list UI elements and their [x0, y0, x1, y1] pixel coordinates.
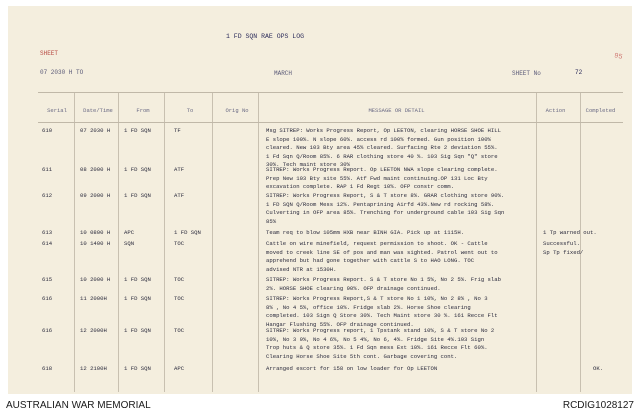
action-cell: [543, 240, 583, 257]
datetime-cell: 11 2000H: [80, 295, 107, 302]
from-cell: SQN: [124, 240, 135, 247]
action-line: Sp Tp fixed/: [543, 248, 584, 256]
completed-cell: OK.: [593, 365, 604, 372]
column-divider: [212, 92, 213, 392]
column-header: Orig No: [225, 107, 249, 114]
column-header: Serial: [47, 107, 67, 114]
message-line: apprehend but had gone together with cattle S to HAO LONG. TOC: [266, 257, 475, 264]
column-header: From: [136, 107, 150, 114]
message-cell: [266, 295, 536, 329]
message-cell: [266, 240, 536, 274]
message-line: 1 FD SQN Q/Room Mess 12%. Pentaprining Airfd 43%.New rd rocking 58%.: [266, 200, 495, 208]
message-cell: [266, 229, 536, 238]
message-line: Clearing Horse Shoe Site 5th cont. Garbage covering cont.: [266, 352, 458, 360]
from-cell: 1 FD SQN: [124, 276, 151, 283]
datetime-cell: 10 1400 H: [80, 240, 111, 247]
message-line: 10%, No 3 9%, No 4 6%, No 5 4%, No 6, 4%. Fridge Site 4%.103 Sign: [266, 335, 485, 343]
action-cell: [543, 229, 597, 238]
to-cell: TF: [174, 127, 181, 134]
serial-cell: 612: [42, 192, 53, 199]
from-cell: 1 FD SQN: [124, 127, 151, 134]
serial-cell: 613: [42, 229, 53, 236]
message-cell: [266, 127, 536, 170]
action-line: Successful.: [543, 240, 580, 247]
message-line: advised NTR at 1530H.: [266, 265, 337, 273]
from-cell: 1 FD SQN: [124, 327, 151, 334]
header-rule: [38, 92, 623, 93]
column-divider: [164, 92, 165, 392]
from-cell: 1 FD SQN: [124, 192, 151, 199]
month-label: MARCH: [274, 70, 293, 77]
datetime-cell: 10 0800 H: [80, 229, 111, 236]
from-cell: APC: [124, 229, 135, 236]
datetime-cell: 08 2000 H: [80, 166, 111, 173]
sheet-no-label: SHEET No: [512, 70, 541, 77]
message-line: moved to creek line SE of pos and man was sighted. Patrol went out to: [266, 248, 498, 256]
message-line: SITREP: Works Progress Report. S & T store No 1 5%, No 2 5%. Frig slab: [266, 276, 501, 283]
to-cell: 1 FD SQN: [174, 229, 201, 236]
to-cell: TOC: [174, 295, 185, 302]
sheet-label: SHEET: [40, 50, 59, 57]
datetime-cell: 12 2000H: [80, 327, 107, 334]
column-divider: [118, 92, 119, 392]
column-header: To: [186, 107, 194, 114]
message-line: completed. 103 Sign Q Store 30%. Tech Maint store 30 %. 161 Recce Flt: [266, 312, 498, 319]
message-line: SITREP: Works Progress report, 1 Tpstank stand 10%, S & T store No 2: [266, 327, 495, 334]
message-cell: [266, 276, 536, 293]
message-line: SITREP: Works Progress Report, S & T store 8%. GRAR clothing store 90%.: [266, 192, 505, 199]
date-range-label: 07 2030 H TO: [40, 69, 84, 76]
message-line: E slope 100%. N slope 60%. access rd 100% formed. Gun position 100%: [266, 135, 491, 143]
column-divider: [258, 92, 259, 392]
serial-cell: 618: [42, 365, 53, 372]
sheet-number: 72: [575, 69, 583, 76]
message-cell: [266, 192, 536, 226]
message-cell: [266, 365, 536, 374]
column-header: Completed: [585, 107, 616, 114]
serial-cell: 615: [42, 276, 53, 283]
message-line: Cattle on wire minefield, request permission to shoot. OK - Cattle: [266, 240, 488, 247]
header-rule: [38, 122, 623, 123]
message-line: Team req to blow 105mm HXB near BINH GIA. Pick up at 1115H.: [266, 229, 465, 236]
column-divider: [536, 92, 537, 392]
message-line: Trop huts & Q store 35%. 1 Fd Sqn mess Ext 10%. 161 Recce Flt 60%.: [266, 344, 488, 351]
from-cell: 1 FD SQN: [124, 365, 151, 372]
message-line: Arranged escort for 158 on low loader for Op LEETON: [266, 365, 438, 372]
page-stamp: 95: [613, 52, 624, 62]
to-cell: ATF: [174, 166, 185, 173]
serial-cell: 616: [42, 295, 53, 302]
message-line: Culverting in OFP area 85%. Trenching for underground cable 103 Sig Sqn: [266, 209, 505, 216]
serial-cell: 611: [42, 166, 53, 173]
message-line: 30%. Tech maint store 30%: [266, 161, 350, 168]
archive-credit: AUSTRALIAN WAR MEMORIAL: [6, 400, 151, 411]
message-line: Hangar Flushing 55%. OFP drainage continued.: [266, 320, 414, 328]
message-line: excavation complete. RAP 1 Fd Regt 10%. OFP constr comm.: [266, 183, 454, 190]
page-title: 1 FD SQN RAE OPS LOG: [226, 33, 305, 40]
message-line: 85%: [266, 217, 277, 225]
message-line: SITREP: Works Progress Report,S & T store No 1 10%, No 2 8% , No 3: [266, 295, 488, 302]
message-line: SITREP: Works Progress Report. Op LEETON NWA slope clearing complete.: [266, 166, 498, 173]
datetime-cell: 09 2000 H: [80, 192, 111, 199]
to-cell: TOC: [174, 327, 185, 334]
to-cell: TOC: [174, 276, 185, 283]
record-id: RCDIG1028127: [562, 400, 634, 411]
action-line: 1 Tp warned out.: [543, 229, 597, 236]
to-cell: APC: [174, 365, 185, 372]
message-line: 2%. HORSE SHOE clearing 90%. OFP drainage continued.: [266, 284, 441, 292]
column-header: Date/Time: [83, 107, 113, 114]
message-line: 1 Fd Sqn Q/Room 85%. 6 RAR clothing store 40 %. 103 Sig Sqn "Q" store: [266, 152, 498, 160]
serial-cell: 610: [42, 127, 53, 134]
column-header: MESSAGE OR DETAIL: [368, 107, 425, 114]
datetime-cell: 10 2000 H: [80, 276, 111, 283]
log-sheet: [8, 6, 632, 394]
serial-cell: 616: [42, 327, 53, 334]
message-line: Msg SITREP: Works Progress Report, Op LEETON, clearing HORSE SHOE HILL: [266, 127, 501, 134]
message-cell: [266, 166, 536, 192]
to-cell: TOC: [174, 240, 185, 247]
to-cell: ATF: [174, 192, 185, 199]
message-cell: [266, 327, 536, 361]
message-line: 8% , No 4 5%, office 10%. Fridge slab 2%. Horse Shoe clearing: [266, 303, 471, 311]
message-line: Prep New 103 Bty site 55%. Atf Fwd maint continuing.OP 131 Loc Bty: [266, 174, 488, 182]
serial-cell: 614: [42, 240, 53, 247]
datetime-cell: 07 2030 H: [80, 127, 111, 134]
from-cell: 1 FD SQN: [124, 166, 151, 173]
column-header: Action: [545, 107, 566, 114]
datetime-cell: 12 2100H: [80, 365, 107, 372]
from-cell: 1 FD SQN: [124, 295, 151, 302]
message-line: cleared. New 103 Bty area 45% cleared. Surfacing Rte 2 deviation 55%.: [266, 144, 498, 151]
column-divider: [74, 92, 75, 392]
